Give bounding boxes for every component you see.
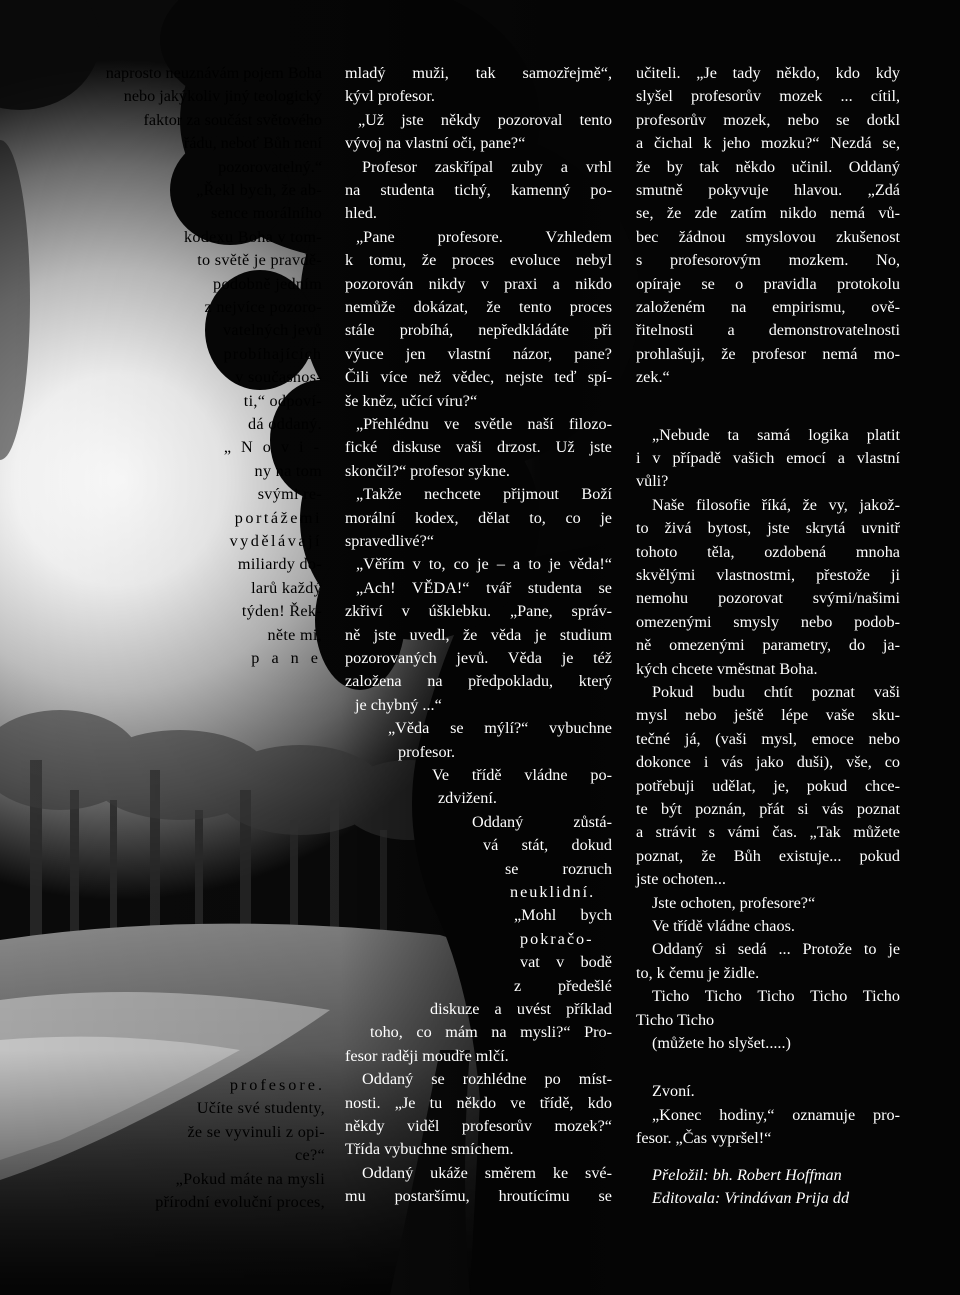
credit-line: Přeložil: bh. Robert Hoffman — [652, 1166, 842, 1184]
column3-line: nemohu pozorovat svými/našimi — [636, 589, 900, 608]
column3-line: zek.“ — [636, 368, 670, 387]
column2-line: vá stát, dokud — [483, 836, 612, 855]
column2-line: z předešlé — [514, 976, 612, 995]
column2-line: pozorovaných jevů. Věda je též — [345, 649, 612, 667]
column3-line: (můžete ho slyšet.....) — [652, 1034, 791, 1052]
column2-line: výuce jen vlastní názor, pane? — [345, 344, 612, 363]
column2-line: kývl profesor. — [345, 87, 435, 106]
column1-line: řádu, neboť Bůh není — [183, 134, 322, 153]
column2-line: Ve třídě vládne po- — [432, 766, 612, 784]
column1-line: podobně jedním — [213, 274, 322, 293]
column1-line: miliardy do- — [237, 555, 322, 574]
column3-line: te být poznán, přát si vás poznat — [636, 800, 900, 818]
column1-line: vydělávají — [229, 532, 322, 550]
column3-line: kých chcete vměstnat Boha. — [636, 659, 818, 678]
column1-line: něte mi, — [267, 625, 322, 644]
column3-line: řitelnosti a demonstrovatelnosti — [636, 321, 900, 340]
column2-line: Oddaný zůstá- — [472, 812, 612, 831]
column3-line: se, že zde zatím nikdo nemá vů- — [636, 204, 900, 223]
column3-line: s profesorovým mozkem. No, — [636, 251, 900, 270]
column3-line: že by tak někdo učinil. Oddaný — [636, 157, 900, 176]
column2-line: „Ach! VĚDA!“ tvář studenta se — [356, 578, 612, 597]
column3-line: a strávit s vámi čas. „Tak můžete — [636, 823, 900, 842]
column1-line: faktor za součást světového — [143, 110, 322, 129]
column2-line: „Už jste někdy pozoroval tento — [358, 110, 612, 129]
column1-line: z nejvíce pozoro- — [204, 298, 322, 316]
column2-line: nosti. „Je tu někdo ve třídě, kdo — [345, 1093, 612, 1112]
column2-line: Třída vybuchne smíchem. — [345, 1140, 514, 1159]
column3-line: opíraje se o pravidla protokolu — [636, 274, 900, 293]
column2-line: vývoj na vlastní oči, pane?“ — [345, 134, 526, 153]
column1-line: profesore. — [229, 1076, 325, 1094]
column1-line: ny na tom — [254, 461, 322, 480]
column3-line: prohlašuji, že profesor nemá mo- — [636, 344, 900, 363]
column3-line: Jste ochoten, profesore?“ — [652, 893, 816, 912]
column1-line: dá oddaný. — [247, 415, 322, 433]
column1-line: přírodní evoluční proces, — [155, 1193, 325, 1211]
column2-line: morální kodex, dělat to, co je — [345, 508, 612, 527]
column2-line: mladý muži, tak samozřejmě“, — [345, 64, 612, 82]
column2-line: „Takže nechcete přijmout Boží — [356, 485, 612, 504]
column3-line: Ve třídě vládne chaos. — [652, 917, 795, 935]
column2-line: Čili více než vědec, nejste teď spí- — [345, 368, 612, 387]
column2-line: „Pane profesore. Vzhledem — [356, 227, 612, 246]
column2-line: spravedlivé?“ — [345, 532, 434, 550]
column3-line: tohoto těla, ozdobená mnoha — [636, 542, 900, 561]
column3-line: i v případě vašich emocí a vlastní — [636, 449, 900, 467]
column3-line: Zvoní. — [652, 1082, 695, 1101]
column2-line: ně jste uvedl, že věda je studium — [345, 625, 612, 644]
column1-line: naprosto neuznávám pojem Boha — [105, 64, 322, 82]
column1-line: týden! Řek- — [241, 602, 322, 621]
column3-line: „Nebude ta samá logika platit — [652, 425, 900, 444]
column2-line: zkřiví v úšklebku. „Pane, správ- — [345, 602, 612, 621]
column2-line: skončil?“ profesor sykne. — [345, 461, 510, 480]
column1-line: že se vyvinuli z opi- — [187, 1122, 325, 1141]
column1-line: larů každý — [251, 578, 322, 597]
column1-line: nebo jakýkoliv jiný teologický — [123, 87, 322, 106]
column3-line: potřebuji udělat, je, pokud chce- — [636, 776, 900, 795]
column2-line: mu postaršímu, hroutícímu se — [345, 1187, 612, 1206]
column1-line: svými re- — [257, 485, 322, 504]
column3-line: omezenými smysly nebo podob- — [636, 612, 900, 631]
column3-line: dokonce i vás jako duši), vše, co — [636, 753, 900, 772]
column1-line: pozorovatelný.“ — [218, 157, 322, 176]
column2-line: „Věda se mýlí?“ vybuchne — [388, 719, 612, 738]
column2-line: Oddaný ukáže směrem ke své- — [362, 1163, 612, 1182]
column2-line: se rozruch — [505, 859, 612, 878]
column3-line: ně omezenými parametry, do ja- — [636, 636, 900, 655]
column1-line: ce?“ — [295, 1146, 325, 1165]
column1-line: „Pokud máte na mysli — [175, 1169, 325, 1188]
column2-line: vat v bodě — [520, 953, 612, 972]
column2-line: toho, co mám na mysli?“ Pro- — [370, 1023, 612, 1042]
column2-line: fické diskuse vaši drzost. Už jste — [345, 438, 612, 457]
column3-line: skvělými vlastnostmi, přestože ji — [636, 566, 900, 584]
column3-line: smutně pokyvuje hlavou. „Zdá — [636, 181, 900, 199]
column3-line: vůli? — [636, 472, 669, 491]
column1-line: portážemi — [234, 508, 322, 527]
column1-line: sence morálního — [210, 204, 322, 223]
column3-line: bec žádnou smyslovou zkušenost — [636, 227, 900, 246]
column2-line: „Mohl bych — [514, 906, 612, 925]
column3-line: fesor. „Čas vypršel!“ — [636, 1129, 772, 1148]
column1-line: ti,“ odpoví- — [243, 391, 322, 410]
column2-line: založena na předpokladu, který — [345, 672, 612, 691]
column1-line: „Řekl bych, že ab- — [196, 181, 322, 199]
column1-line: Učíte své studenty, — [196, 1099, 325, 1118]
column1-line: vatelných jevů — [222, 321, 322, 340]
column3-line: učiteli. „Je tady někdo, kdo kdy — [636, 64, 900, 82]
column2-line: profesor. — [398, 742, 456, 761]
column3-line: poznat, že Bůh existuje... pokud — [636, 846, 900, 865]
column3-line: Ticho Ticho Ticho Ticho Ticho — [652, 987, 900, 1006]
column2-line: pozorován nikdy v praxi a nikdo — [345, 274, 612, 293]
column2-line: zdvižení. — [438, 789, 497, 808]
column3-line: Ticho Ticho — [636, 1010, 715, 1029]
column2-line: fesor raději moudře mlčí. — [345, 1046, 509, 1065]
column2-line: nemůže dokázat, že tento proces — [345, 298, 612, 316]
column1-line: v současnos- — [235, 368, 322, 387]
column1-line: kodexu Boha v tom- — [183, 227, 322, 246]
column3-line: Pokud budu chtít poznat vaši — [652, 683, 900, 701]
column3-line: mysl nebo ještě lépe vaše sku- — [636, 706, 900, 725]
column2-line: Oddaný se rozhlédne po míst- — [362, 1070, 612, 1089]
column2-line: „Přehlédnu ve světle naší filozo- — [356, 415, 612, 433]
column3-line: založeném na empirismu, ově- — [636, 298, 900, 316]
column3-line: Oddaný si sedá ... Protože to je — [652, 940, 900, 959]
column1-line: p a n e — [251, 649, 322, 667]
column1-line: to světě je pravdě- — [197, 251, 322, 270]
column1-line: probíhajících — [223, 344, 322, 363]
column3-line: slyšel profesorův mozek ... cítil, — [636, 87, 900, 106]
column2-line: diskuze a uvést příklad — [430, 1000, 612, 1018]
column3-line: „Konec hodiny,“ oznamuje pro- — [652, 1105, 900, 1124]
column2-line: stále probíhá, nepředkládáte při — [345, 321, 612, 340]
column3-line: tečné já, (vaši mysl, emoce nebo — [636, 729, 900, 748]
column2-line: hled. — [345, 204, 377, 223]
column3-line: profesorův mozek, nebo se dotkl — [636, 110, 900, 129]
column2-line: neuklidní. — [510, 883, 596, 901]
column2-line: „Věřím v to, co je – a to je věda!“ — [356, 555, 612, 574]
column2-line: pokračo- — [520, 929, 594, 948]
column2-line: še kněz, učící víru?“ — [345, 391, 478, 410]
column3-line: jste ochoten... — [636, 870, 726, 889]
column2-line: Profesor zaskřípal zuby a vrhl — [362, 157, 612, 176]
column3-line: to živá bytost, jste skrytá uvnitř — [636, 519, 900, 538]
column1-line: „ N o v i - — [223, 438, 322, 457]
column3-line: Naše filosofie říká, že vy, jakož- — [652, 495, 900, 514]
column2-line: na studenta tichý, kamenný po- — [345, 181, 612, 199]
column3-line: to, k čemu je židle. — [636, 963, 760, 982]
column2-line: je chybný ...“ — [355, 695, 442, 714]
column3-line: a čichal k jeho mozku?“ Nezdá se, — [636, 134, 900, 153]
credit-line: Editovala: Vrindávan Prija dd — [652, 1189, 850, 1208]
column2-line: k tomu, že proces evoluce nebyl — [345, 251, 612, 270]
column2-line: někdy viděl profesorův mozek?“ — [345, 1117, 612, 1135]
